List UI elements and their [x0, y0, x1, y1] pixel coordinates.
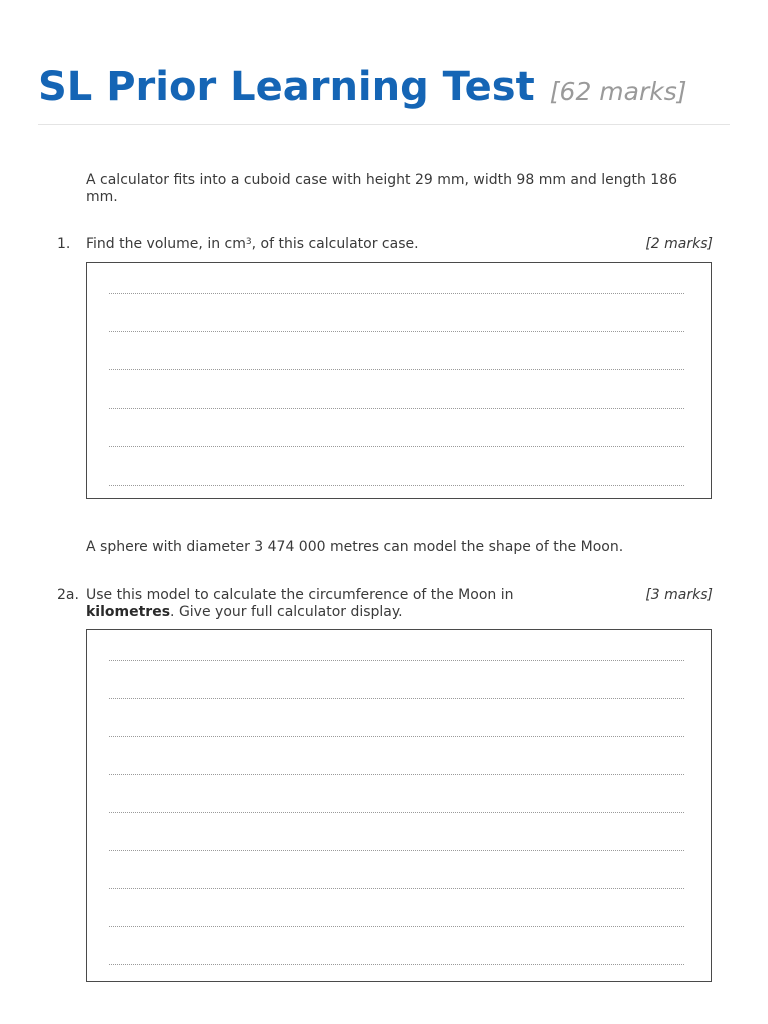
dotted-answer-line	[109, 888, 684, 889]
dotted-answer-line	[109, 293, 684, 294]
question-text-2a	[86, 587, 556, 621]
page-title: SL Prior Learning Test	[38, 64, 535, 110]
question-text-1-before: Find the volume, in cm	[86, 236, 246, 252]
answer-box-1[interactable]	[86, 262, 712, 499]
question-number-1: 1.	[57, 236, 71, 252]
dotted-answer-line	[109, 446, 684, 447]
bold-kilometres: kilometres	[86, 604, 171, 620]
dotted-answer-line	[109, 408, 684, 409]
dotted-answer-line	[109, 736, 684, 737]
question-text-2a-after: . Give your full calculator display.	[170, 604, 403, 620]
dotted-answer-line	[109, 850, 684, 851]
question-text-2a-before: Use this model to calculate the circumference of the Moon in	[86, 587, 514, 603]
question-text-1-after: , of this calculator case.	[251, 236, 419, 252]
question-number-2a: 2a.	[57, 587, 79, 603]
answer-box-2a[interactable]	[86, 629, 712, 982]
question-stem-1: A calculator fits into a cuboid case with height 29 mm, width 98 mm and length 186 mm.	[86, 172, 678, 205]
question-text-1	[86, 236, 419, 253]
total-marks: [62 marks]	[549, 77, 687, 106]
dotted-answer-line	[109, 926, 684, 927]
dotted-answer-line	[109, 964, 684, 965]
dotted-answer-line	[109, 331, 684, 332]
dotted-answer-line	[109, 774, 684, 775]
dotted-answer-line	[109, 660, 684, 661]
title-divider	[38, 124, 730, 125]
page-header	[38, 64, 687, 110]
dotted-answer-line	[109, 698, 684, 699]
question-marks-1: [2 marks]	[645, 236, 713, 252]
dotted-answer-line	[109, 485, 684, 486]
dotted-answer-line	[109, 369, 684, 370]
question-stem-2: A sphere with diameter 3 474 000 metres can model the shape of the Moon.	[86, 539, 624, 555]
superscript-3: 3	[245, 237, 252, 247]
question-marks-2a: [3 marks]	[645, 587, 713, 603]
dotted-answer-line	[109, 812, 684, 813]
